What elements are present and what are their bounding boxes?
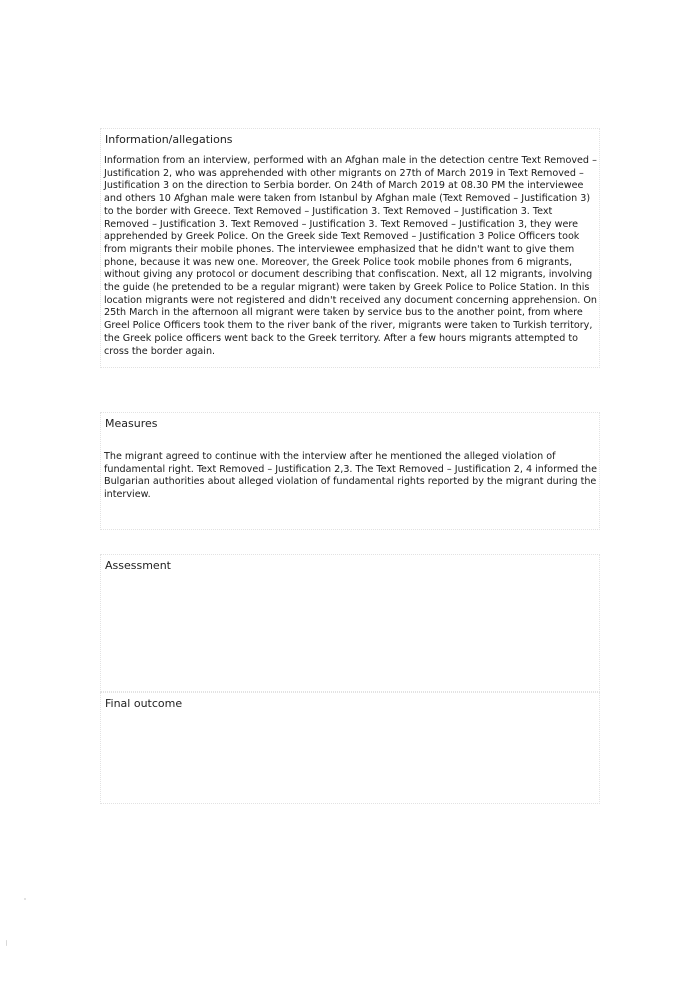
scan-speck (24, 898, 26, 900)
section-title-final-outcome: Final outcome (105, 697, 183, 710)
section-title-information-allegations: Information/allegations (105, 133, 233, 146)
section-title-assessment: Assessment (105, 559, 171, 572)
section-body-measures: The migrant agreed to continue with the interview after he mentioned the alleged violation of fundamental right. Text Removed – Justification 2,3. The Text Removed – Justification 2, 4 informed the Bulgarian authorities about alleged violation of fundamental rights reported by the migrant during the interview. (104, 451, 597, 501)
section-information-allegations (100, 128, 600, 368)
section-measures (100, 412, 600, 530)
scan-speck (6, 940, 7, 946)
section-title-measures: Measures (105, 417, 158, 430)
section-final-outcome (100, 692, 600, 804)
section-assessment (100, 554, 600, 692)
section-body-information-allegations: Information from an interview, performed with an Afghan male in the detection centre Text Removed – Justification 2, who was apprehended with other migrants on 27th of March 2019 in Text Removed – Justification 3 on the direction to Serbia border. On 24th of March 2019 at 08.30 PM the interviewee and others 10 Afghan male were taken from Istanbul by Afghan male (Text Removed – Justification 3) to the border with Greece. Text Removed – Justification 3. Text Removed – Justification 3. Text Removed – Justification 3. Text Removed – Justification 3. Text Removed – Justification 3, they were apprehended by Greek Police. On the Greek side Text Removed – Justification 3 Police Officers took from migrants their mobile phones. The interviewee emphasized that he didn't want to give them phone, because it was new one. Moreover, the Greek Police took mobile phones from 6 migrants, without giving any protocol or document describing that confiscation. Next, all 12 migrants, involving the guide (he pretended to be a regular migrant) were taken by Greek Police to Police Station. In this location migrants were not registered and didn't received any document concerning apprehension. On 25th March in the afternoon all migrant were taken by service bus to the another point, from where Greel Police Officers took them to the river bank of the river, migrants were taken to Turkish territory, the Greek police officers went back to the Greek territory. After a few hours migrants attempted to cross the border again. (104, 155, 598, 357)
